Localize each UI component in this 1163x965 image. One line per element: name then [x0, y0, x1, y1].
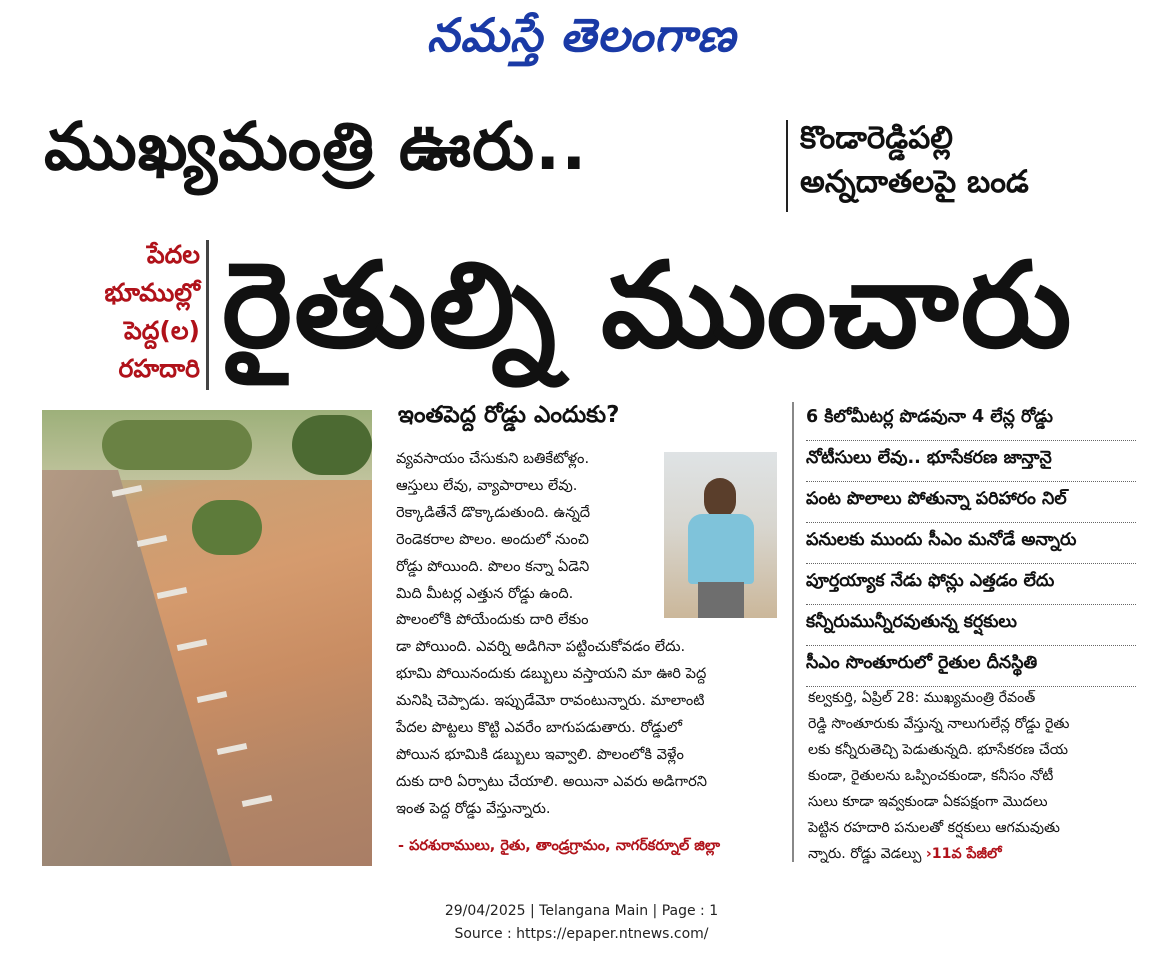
- news-line-last: [808, 841, 1128, 867]
- column-divider: [792, 402, 794, 862]
- quote-line: ఇంత పెద్ద రోడ్డు వేస్తున్నారు.: [396, 799, 551, 817]
- highlight-item: కన్నీరుమున్నీరవుతున్న కర్షకులు: [806, 605, 1136, 646]
- deck-text: [40, 236, 200, 388]
- news-body: [808, 685, 1128, 867]
- portrait-legs: [698, 582, 744, 618]
- quote-byline: - పరశురాములు, రైతు, తాండ్రగ్రామం, నాగర్‌కర్నూల్ జిల్లా: [398, 838, 721, 854]
- quote-line: రోడ్డు పోయింది. పొలం కన్నా ఏడెని: [396, 557, 590, 575]
- news-line: రెడ్డి సొంతూరుకు వేస్తున్న నాలుగులేన్ల రోడ్డు రైతు: [808, 716, 1070, 732]
- quote-line: రెండెకరాల పొలం. అందులో నుంచి: [396, 530, 589, 548]
- portrait-head: [704, 478, 736, 518]
- quote-heading: ఇంతపెద్ద రోడ్డు ఎందుకు?: [398, 402, 620, 428]
- highlights-list: [806, 400, 1136, 687]
- photo-stake: [177, 639, 208, 651]
- deck-line: పేదల: [146, 240, 200, 269]
- quote-line: దుకు దారి ఏర్పాటు చేయాలి. అయినా ఎవరు అడిగారని: [396, 772, 708, 790]
- quote-line: మనిషి చెప్పాడు. ఇప్పుడేమో రావంటున్నారు. మాలాంటి: [396, 692, 705, 710]
- news-line: కల్వకుర్తి, ఏప్రిల్ 28: ముఖ్యమంత్రి రేవంత్: [808, 690, 1036, 706]
- highlight-item: 6 కిలోమీటర్ల పొడవునా 4 లేన్ల రోడ్డు: [806, 400, 1136, 441]
- farmer-portrait-photo: [664, 452, 777, 618]
- news-line: లకు కన్నీరుతెచ్చి పెడుతున్నది. భూసేకరణ చేయ: [808, 742, 1068, 758]
- quote-line: రెక్కాడితేనే డొక్కాడుతుంది. ఉన్నదే: [396, 503, 591, 521]
- highlight-item: పూర్తయ్యాక నేడు ఫోన్లు ఎత్తడం లేదు: [806, 564, 1136, 605]
- highlight-item: పనులకు ముందు సీఎం మనోడే అన్నారు: [806, 523, 1136, 564]
- quote-line: పేదల పొట్టలు కొట్టి ఎవరేం బాగుపడుతారు. రోడ్డులో: [396, 719, 682, 737]
- photo-stake: [137, 535, 168, 547]
- deck-line: పెద్ద(ల): [123, 316, 200, 345]
- highlight-item: సీఎం సొంతూరులో రైతుల దీనస్థితి: [806, 646, 1136, 687]
- kicker-side-text: [800, 116, 1029, 204]
- photo-trees: [102, 420, 252, 470]
- kicker-side-line: అన్నదాతలపై బండ: [800, 164, 1029, 200]
- continued-arrow-icon: ›: [925, 846, 932, 862]
- photo-stake: [157, 587, 188, 599]
- news-line: కుండా, రైతులను ఒప్పించకుండా, కనీసం నోటీ: [808, 768, 1054, 784]
- photo-bush: [192, 500, 262, 555]
- quote-line: భూమి పోయినందుకు డబ్బులు వస్తాయని మా ఊరి పెద్ద: [396, 665, 707, 683]
- news-line: సులు కూడా ఇవ్వకుండా ఏకపక్షంగా మొదలు: [808, 794, 1048, 810]
- photo-stake: [242, 795, 273, 807]
- deck-divider: [206, 240, 209, 390]
- photo-stake: [197, 691, 228, 703]
- quote-line: పోయిన భూమికి డబ్బులు ఇవ్వాలి. పొలంలోకి వెళ్లేం: [396, 745, 684, 763]
- quote-line: పొలంలోకి పోయేందుకు దారి లేకుం: [396, 611, 589, 629]
- quote-line: డా పోయింది. ఎవర్ని అడిగినా పట్టించుకోవడం లేదు.: [396, 638, 686, 656]
- deck-line: భూముల్లో: [104, 278, 200, 307]
- photo-stake: [217, 743, 248, 755]
- footer-date-edition: 29/04/2025 | Telangana Main | Page : 1: [444, 903, 719, 919]
- quote-line: వ్యవసాయం చేసుకుని బతికేటోళ్లం.: [396, 450, 590, 467]
- kicker-divider: [786, 120, 788, 212]
- newspaper-masthead: నమస్తే తెలంగాణ: [426, 8, 737, 62]
- portrait-shirt: [688, 514, 754, 584]
- road-embankment-photo: [42, 410, 372, 866]
- highlight-item: పంట పొలాలు పోతున్నా పరిహారం నిల్: [806, 482, 1136, 523]
- footer-source: Source : https://epaper.ntnews.com/: [454, 926, 709, 942]
- news-line: పెట్టిన రహదారి పనులతో కర్షకులు ఆగమవుతు: [808, 820, 1060, 836]
- main-headline: రైతుల్ని ముంచారు: [222, 236, 1074, 374]
- photo-tree: [292, 415, 372, 475]
- quote-line: ఆస్తులు లేవు, వ్యాపారాలు లేవు.: [396, 476, 578, 494]
- kicker-side-line: కొండారెడ్డిపల్లి: [800, 120, 953, 156]
- deck-line: రహదారి: [118, 354, 200, 383]
- news-line: న్నారు. రోడ్డు వెడల్పు: [808, 846, 922, 862]
- continued-on-page: 11వ పేజీలో: [931, 846, 1002, 862]
- highlight-item: నోటీసులు లేవు.. భూసేకరణ జాన్తానై: [806, 441, 1136, 482]
- quote-line: మిది మీటర్ల ఎత్తున రోడ్డు ఉంది.: [396, 584, 574, 602]
- kicker-headline: ముఖ్యమంత్రి ఊరు..: [44, 108, 588, 185]
